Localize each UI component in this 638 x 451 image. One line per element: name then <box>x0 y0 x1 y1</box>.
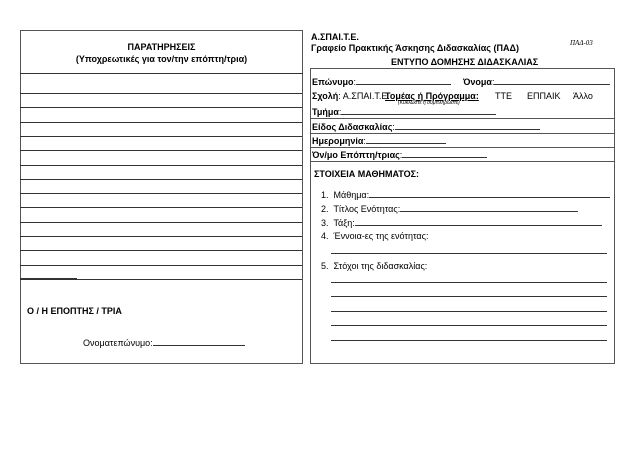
name-label: Όνομα <box>463 77 492 87</box>
supervisor-label: Ο / Η ΕΠΟΠΤΗΣ / ΤΡΙΑ <box>27 306 122 316</box>
row-divider <box>311 118 614 119</box>
mentor-field[interactable] <box>402 149 487 158</box>
surname-label: Επώνυμο <box>312 77 354 87</box>
goal-line[interactable] <box>331 325 607 326</box>
sector-label: Τομέας ή Πρόγραμμα: <box>385 91 479 101</box>
school-value: Α.ΣΠΑΙ.Τ.Ε. <box>342 91 390 101</box>
observation-line[interactable] <box>20 236 302 237</box>
form-code: ΠΑΔ-03 <box>570 39 593 47</box>
subject-field[interactable] <box>369 189 610 198</box>
form-title: ΕΝΤΥΠΟ ΔΟΜΗΣΗΣ ΔΙΔΑΣΚΑΛΙΑΣ <box>391 57 539 67</box>
surname-field[interactable] <box>356 76 451 85</box>
department-label: Τμήμα <box>312 107 339 117</box>
goal-line[interactable] <box>331 311 607 312</box>
date-row: Ημερομηνία: <box>312 135 446 146</box>
name-row: Όνομα: <box>463 76 610 87</box>
observation-line[interactable] <box>20 122 302 123</box>
observation-line[interactable] <box>20 150 302 151</box>
observation-line[interactable] <box>20 279 302 280</box>
sector-note: (Κυκλώστε ή συμπληρώστε) <box>398 100 460 106</box>
observations-title: ΠΑΡΑΤΗΡΗΣΕΙΣ <box>127 42 196 52</box>
supervisor-name-row <box>83 337 245 348</box>
option-eppaik[interactable]: ΕΠΠΑΙΚ <box>527 91 561 101</box>
lesson-item: 4. Έννοια-ες της ενότητας: <box>321 231 429 241</box>
observation-line[interactable] <box>20 193 302 194</box>
observation-line[interactable] <box>20 107 302 108</box>
option-tte[interactable]: ΤΤΕ <box>495 91 512 101</box>
supervisor-name-field[interactable] <box>153 337 245 346</box>
option-other[interactable]: Άλλο <box>573 91 593 101</box>
unit-title-field[interactable] <box>400 203 578 212</box>
goal-line[interactable] <box>331 296 607 297</box>
observation-line[interactable] <box>20 265 302 266</box>
observations-header-divider <box>20 73 303 74</box>
teaching-type-row: Είδος Διδασκαλίας: <box>312 121 540 132</box>
goal-line[interactable] <box>331 282 607 283</box>
department-row: Τμήμα: <box>312 106 496 117</box>
name-field[interactable] <box>494 76 610 85</box>
observation-line[interactable] <box>20 222 302 223</box>
teaching-type-label: Είδος Διδασκαλίας <box>312 122 393 132</box>
lesson-item: 3. Τάξη: <box>321 217 602 228</box>
observation-line[interactable] <box>20 93 302 94</box>
short-line <box>20 278 77 279</box>
lesson-section-title: ΣΤΟΙΧΕΙΑ ΜΑΘΗΜΑΤΟΣ: <box>314 169 419 179</box>
org-name: Α.ΣΠΑΙ.Τ.Ε. <box>311 32 359 42</box>
observations-subtitle: (Υποχρεωτικές για τον/την επόπτη/τρια) <box>75 54 248 64</box>
observation-line[interactable] <box>20 207 302 208</box>
lesson-item: 5. Στόχοι της διδασκαλίας: <box>321 261 428 271</box>
lesson-item: 2. Τίτλος Ενότητας: <box>321 203 578 214</box>
school-row: Σχολή: Α.ΣΠΑΙ.Τ.Ε. <box>312 91 390 101</box>
supervisor-name-label: Ονοματεπώνυμο: <box>83 338 153 348</box>
surname-row: Επώνυμο: <box>312 76 451 87</box>
teaching-type-field[interactable] <box>395 121 540 130</box>
department-field[interactable] <box>341 106 496 115</box>
observation-line[interactable] <box>20 179 302 180</box>
section-divider <box>311 161 614 162</box>
mentor-label: Όν/μο Επόπτη/τριας <box>312 150 400 160</box>
row-divider <box>311 133 614 134</box>
observation-line[interactable] <box>20 136 302 137</box>
observation-line[interactable] <box>20 250 302 251</box>
office-name: Γραφείο Πρακτικής Άσκησης Διδασκαλίας (ΠΑΔ) <box>311 43 519 53</box>
lesson-item: 1. Μάθημα: <box>321 189 610 200</box>
date-field[interactable] <box>366 135 446 144</box>
goal-line[interactable] <box>331 340 607 341</box>
school-label: Σχολή <box>312 91 339 101</box>
concepts-field[interactable] <box>331 253 607 254</box>
mentor-row: Όν/μο Επόπτη/τριας: <box>312 149 487 160</box>
class-field[interactable] <box>355 217 602 226</box>
row-divider <box>311 147 614 148</box>
observation-line[interactable] <box>20 165 302 166</box>
date-label: Ημερομηνία <box>312 136 364 146</box>
